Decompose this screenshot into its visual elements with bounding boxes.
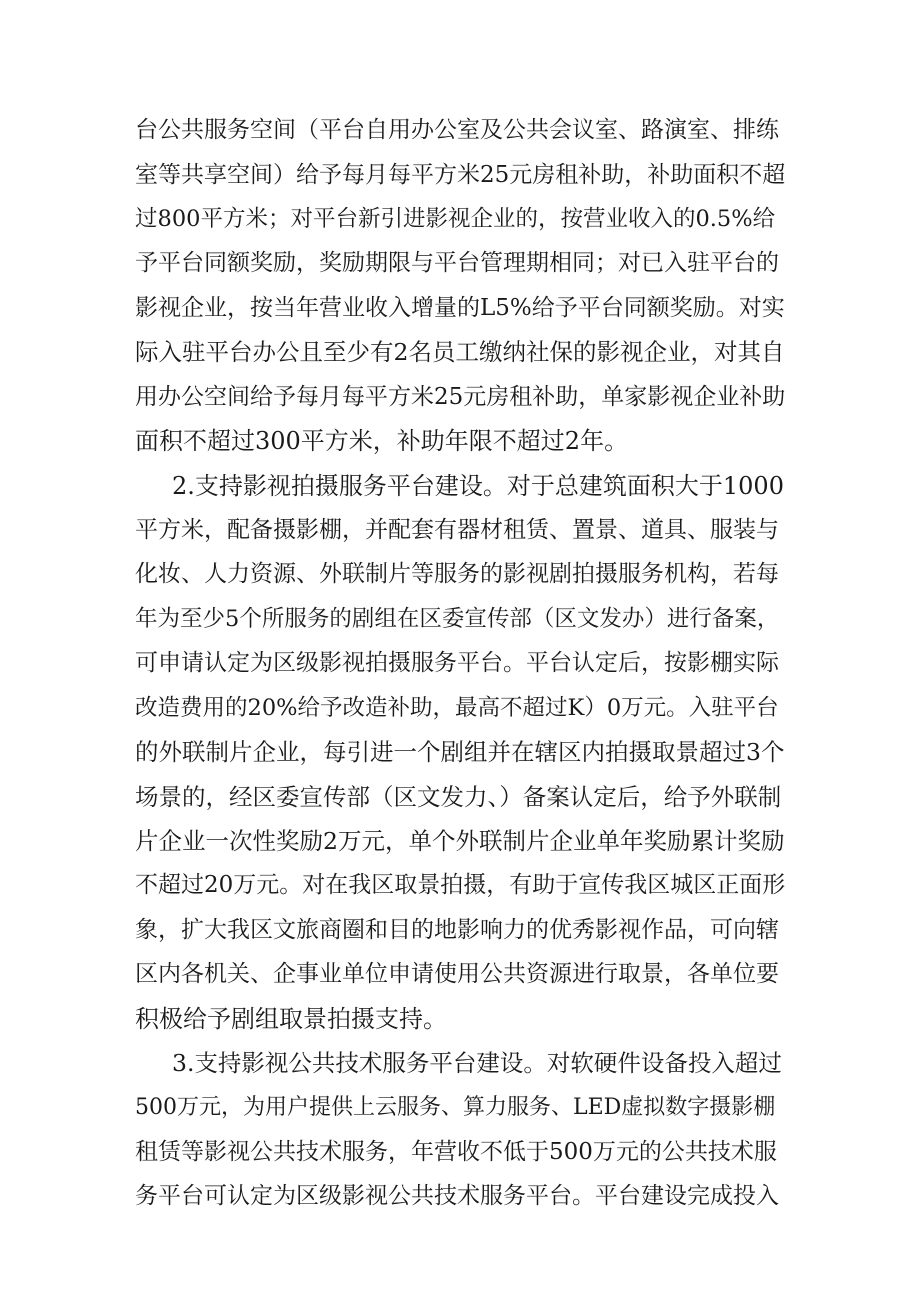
- text-line: 的外联制片企业，每引进一个剧组并在辖区内拍摄取景超过3个: [135, 738, 785, 766]
- text-line: 面积不超过300平方米，补助年限不超过2年。: [135, 427, 629, 455]
- text-line: 可申请认定为区级影视拍摄服务平台。平台认定后，按影棚实际: [135, 650, 779, 676]
- text-line: 积极给予剧组取景拍摄支持。: [135, 1005, 447, 1033]
- text-line: 年为至少5个所服务的剧组在区委宣传部（区文发办）进行备案，: [135, 606, 780, 632]
- text-line: 用办公空间给予每月每平方米25元房租补助，单家影视企业补助: [135, 384, 786, 410]
- text-line: 平方米，配备摄影棚，并配套有器材租赁、置景、道具、服装与: [135, 517, 779, 543]
- text-line: 不超过20万元。对在我区取景拍摄，有助于宣传我区城区正面形: [135, 872, 786, 898]
- text-line: 租赁等影视公共技术服务，年营收不低于500万元的公共技术服: [135, 1139, 777, 1165]
- text-line: 改造费用的20%给予改造补助，最高不超过K）0万元。入驻平台: [135, 695, 779, 721]
- text-line: 过800平方米；对平台新引进影视企业的，按营业收入的0.5%给: [135, 206, 776, 232]
- text-line: 区内各机关、企事业单位申请使用公共资源进行取景，各单位要: [135, 961, 779, 987]
- text-line: 场景的，经区委宣传部（区文发力、）备案认定后，给予外联制: [135, 783, 782, 811]
- text-line: 影视企业，按当年营业收入增量的L5%给予平台同额奖励。对实: [135, 295, 785, 321]
- text-line: 化妆、人力资源、外联制片等服务的影视剧拍摄服务机构，若每: [135, 561, 779, 587]
- text-line: 2.支持影视拍摄服务平台建设。对于总建筑面积大于1000: [172, 472, 784, 500]
- text-line: 3.支持影视公共技术服务平台建设。对软硬件设备投入超过: [172, 1049, 782, 1077]
- text-line: 片企业一次性奖励2万元，单个外联制片企业单年奖励累计奖励: [135, 827, 785, 855]
- text-line: 象，扩大我区文旅商圈和目的地影响力的优秀影视作品，可向辖: [135, 917, 779, 943]
- text-line: 500万元，为用户提供上云服务、算力服务、LED虚拟数字摄影棚: [135, 1095, 776, 1120]
- text-line: 务平台可认定为区级影视公共技术服务平台。平台建设完成投入: [135, 1183, 779, 1209]
- text-line: 际入驻平台办公且至少有2名员工缴纳社保的影视企业，对其自: [135, 338, 785, 366]
- text-line: 台公共服务空间（平台自用办公室及公共会议室、路演室、排练: [135, 117, 779, 143]
- text-line: 室等共享空间）给予每月每平方米25元房租补助，补助面积不超: [135, 162, 786, 188]
- text-line: 予平台同额奖励，奖励期限与平台管理期相同；对已入驻平台的: [135, 250, 779, 276]
